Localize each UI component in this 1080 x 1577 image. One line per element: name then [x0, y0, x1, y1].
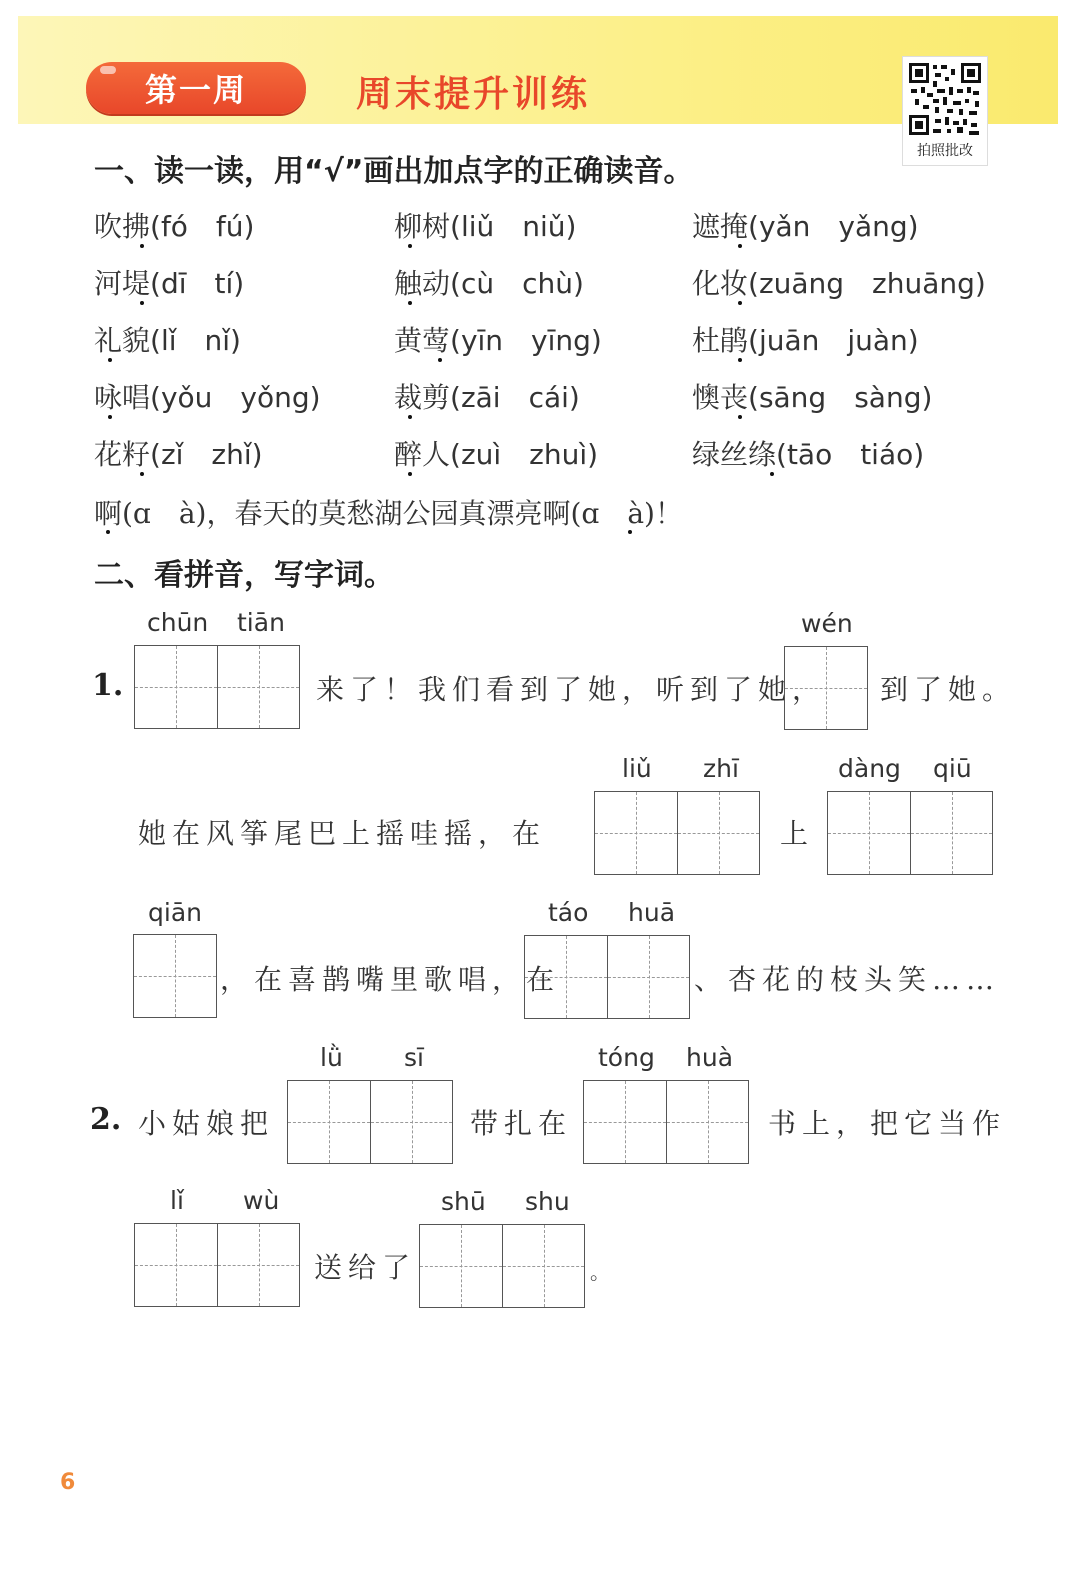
sentence-text: 送给了: [314, 1251, 417, 1284]
answer-cell[interactable]: [584, 1081, 666, 1163]
emphasis-dot: [140, 301, 144, 305]
emphasis-dot: [738, 244, 742, 248]
sentence-text: 来了！我们看到了她，听到了她，: [316, 673, 827, 706]
list-item: 河堤(dī tí): [94, 267, 245, 300]
list-item: 化妆(zuāng zhuāng): [692, 267, 986, 300]
pinyin-label: wù: [243, 1186, 280, 1215]
list-item: 醉人(zuì zhuì): [394, 438, 599, 471]
pinyin-label: tiān: [237, 608, 285, 637]
list-item: 绿丝绦(tāo tiáo): [692, 438, 925, 471]
pinyin-label: huā: [628, 898, 676, 927]
answer-cell[interactable]: [502, 1225, 584, 1307]
sentence-text: 小姑娘把: [138, 1107, 275, 1140]
sentence-text: 带扎在: [470, 1107, 573, 1140]
sentence-text: 她在风筝尾巴上摇哇摇，在: [138, 817, 547, 850]
answer-grid-shushu[interactable]: [419, 1224, 585, 1308]
section-1-title: 一、读一读，用“√”画出加点字的正确读音。: [94, 154, 694, 189]
list-item: 花籽(zǐ zhǐ): [94, 438, 263, 471]
pinyin-label: lǜ: [320, 1043, 343, 1072]
answer-grid-lusi[interactable]: [287, 1080, 453, 1164]
answer-grid-qian[interactable]: [133, 934, 217, 1018]
list-item: 吹拂(fó fú): [94, 210, 255, 243]
answer-grid-dangqiu[interactable]: [827, 791, 993, 875]
sentence-text: 、杏花的枝头笑……: [694, 963, 1001, 996]
emphasis-dot: [408, 301, 412, 305]
answer-cell[interactable]: [828, 792, 910, 874]
sentence-text: 书上，把它当作: [768, 1107, 1007, 1140]
emphasis-dot: [438, 358, 442, 362]
pinyin-label: tóng: [598, 1043, 655, 1072]
emphasis-dot: [738, 415, 742, 419]
page-title: 周末提升训练: [356, 74, 591, 115]
answer-cell[interactable]: [420, 1225, 502, 1307]
answer-cell[interactable]: [525, 936, 607, 1018]
pinyin-label: shu: [525, 1187, 570, 1216]
question-number: 2.: [90, 1102, 122, 1137]
emphasis-dot: [408, 244, 412, 248]
list-item: 裁剪(zāi cái): [394, 381, 580, 414]
emphasis-dot: [738, 301, 742, 305]
answer-grid-taohua[interactable]: [524, 935, 690, 1019]
page-number: 6: [60, 1470, 76, 1495]
pinyin-label: sī: [404, 1043, 424, 1072]
sentence-item: 啊(ɑ à)，春天的莫愁湖公园真漂亮啊(ɑ à)！: [94, 497, 683, 530]
emphasis-dot: [108, 415, 112, 419]
list-item: 咏唱(yǒu yǒng): [94, 381, 321, 414]
emphasis-dot: [738, 358, 742, 362]
question-number: 1.: [92, 668, 124, 703]
answer-cell[interactable]: [217, 1224, 299, 1306]
answer-cell[interactable]: [134, 935, 216, 1017]
section-2-title: 二、看拼音，写字词。: [94, 558, 394, 593]
answer-cell[interactable]: [370, 1081, 452, 1163]
sentence-text: 上: [780, 817, 815, 850]
answer-grid-chuntian[interactable]: [134, 645, 300, 729]
answer-cell[interactable]: [288, 1081, 370, 1163]
pinyin-label: qiān: [148, 898, 202, 927]
answer-cell[interactable]: [217, 646, 299, 728]
emphasis-dot: [140, 472, 144, 476]
pinyin-label: táo: [548, 898, 589, 927]
qr-label: 拍照批改: [917, 143, 973, 159]
pinyin-label: liǔ: [622, 754, 652, 783]
week-label: 第一周: [86, 62, 306, 114]
answer-grid-liuzhi[interactable]: [594, 791, 760, 875]
answer-cell[interactable]: [595, 792, 677, 874]
pinyin-label: zhī: [703, 754, 739, 783]
pinyin-label: qiū: [933, 754, 972, 783]
list-item: 遮掩(yǎn yǎng): [692, 210, 919, 243]
emphasis-dot: [408, 415, 412, 419]
emphasis-dot: [140, 244, 144, 248]
list-item: 杜鹃(juān juàn): [692, 324, 919, 357]
emphasis-dot: [408, 472, 412, 476]
sentence-text: 。: [590, 1260, 616, 1284]
list-item: 懊丧(sāng sàng): [692, 381, 933, 414]
list-item: 触动(cù chù): [394, 267, 584, 300]
answer-cell[interactable]: [910, 792, 992, 874]
list-item: 礼貌(lǐ nǐ): [94, 324, 241, 357]
emphasis-dot: [770, 472, 774, 476]
answer-grid-liwu[interactable]: [134, 1223, 300, 1307]
answer-cell[interactable]: [607, 936, 689, 1018]
answer-grid-tonghua[interactable]: [583, 1080, 749, 1164]
pill-gloss: [100, 66, 116, 74]
pinyin-label: lǐ: [170, 1186, 184, 1215]
pinyin-label: chūn: [147, 608, 209, 637]
answer-cell[interactable]: [677, 792, 759, 874]
answer-cell[interactable]: [135, 646, 217, 728]
sentence-text: ，在喜鹊嘴里歌唱，在: [220, 963, 561, 996]
sentence-text: 到了她。: [880, 673, 1017, 706]
list-item: 柳树(liǔ niǔ): [394, 210, 577, 243]
answer-cell[interactable]: [135, 1224, 217, 1306]
answer-cell[interactable]: [666, 1081, 748, 1163]
qr-code-icon: [907, 61, 983, 137]
list-item: 黄莺(yīn yīng): [394, 324, 602, 357]
pinyin-label: shū: [441, 1187, 486, 1216]
pinyin-label: dàng: [838, 754, 901, 783]
answer-grid-wen[interactable]: [784, 646, 868, 730]
emphasis-dot: [628, 530, 632, 534]
emphasis-dot: [106, 530, 110, 534]
emphasis-dot: [108, 358, 112, 362]
pinyin-label: wén: [801, 609, 853, 638]
answer-cell[interactable]: [785, 647, 867, 729]
pinyin-label: huà: [686, 1043, 734, 1072]
